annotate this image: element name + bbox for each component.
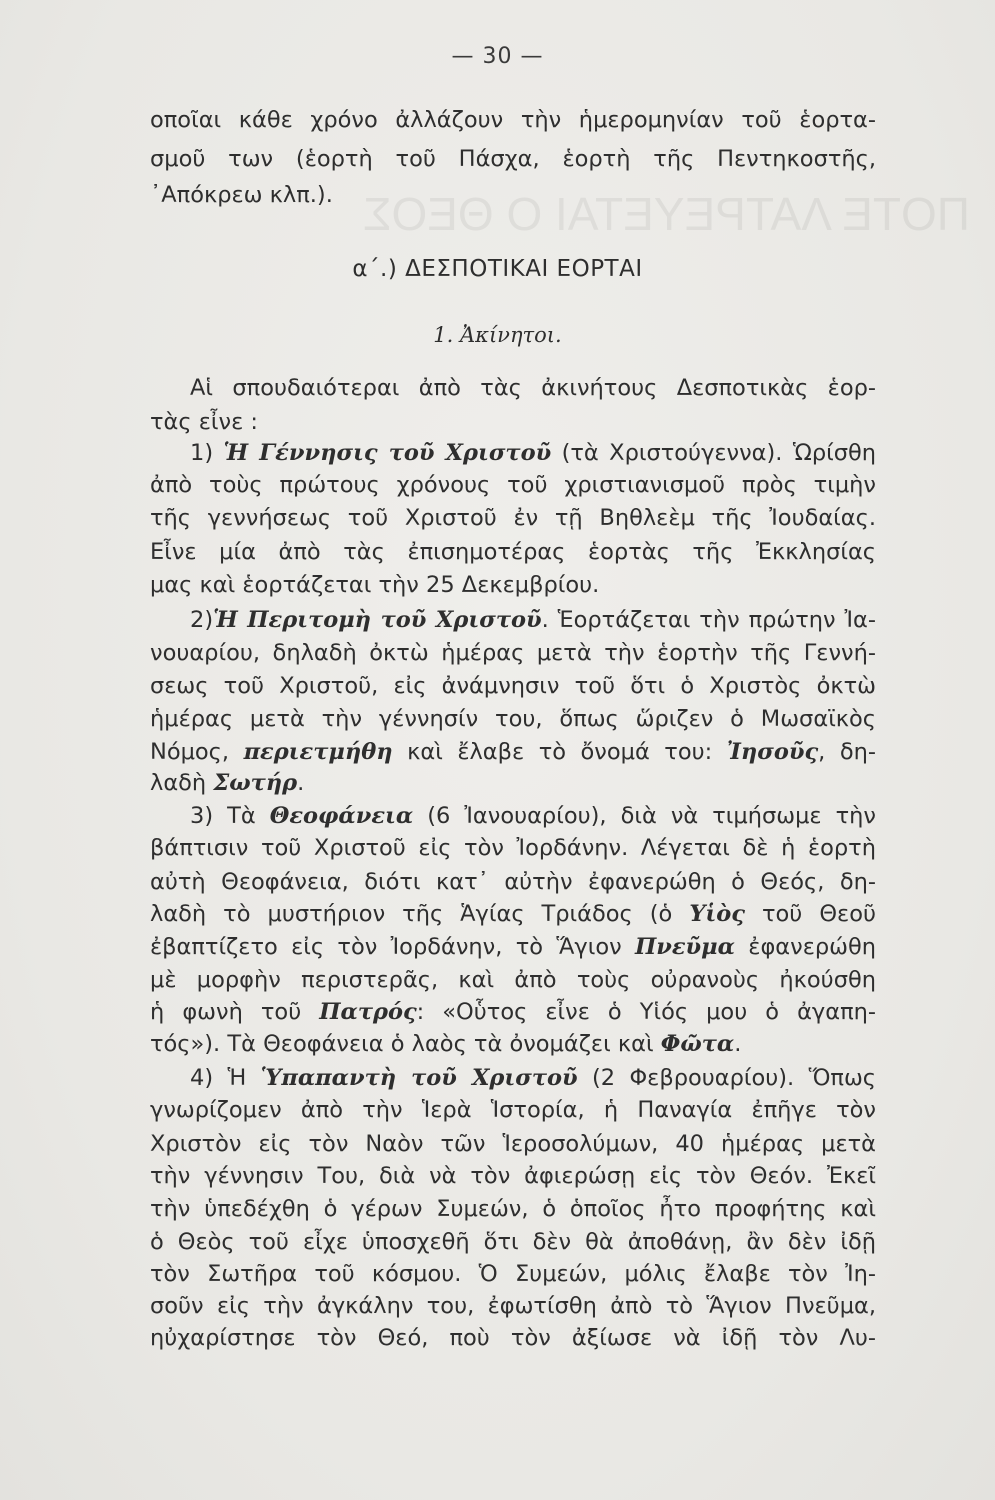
text-segment: ᾽Απόκρεω κλπ.).: [150, 182, 333, 208]
text-line: [150, 995, 876, 1029]
text-segment: λαδὴ: [150, 770, 214, 796]
text-line: [190, 1061, 876, 1095]
section-heading: α΄.) ΔΕΣΠΟΤΙΚΑΙ ΕΟΡΤΑΙ: [352, 256, 643, 282]
text-line: [150, 103, 876, 137]
text-segment: ἀπὸ τοὺς πρώτους χρόνους τοῦ χριστιανισμοῦ πρὸς τιμὴν: [150, 472, 876, 498]
text-segment: ὁ Θεὸς τοῦ εἶχε ὑποσχεθῆ ὅτι δὲν θὰ ἀποθάνῃ, ἂν δὲν ἰδῇ: [150, 1229, 876, 1255]
text-line: [150, 897, 876, 931]
text-line: [150, 142, 876, 176]
text-line: [150, 568, 876, 602]
text-line: [150, 766, 876, 800]
text-segment: τοῦ Θεοῦ: [744, 901, 876, 927]
text-segment: (6 Ἰανουαρίου), διὰ νὰ τιμήσωμε τὴν: [413, 803, 876, 829]
text-line: [150, 1257, 876, 1291]
text-line: [150, 1225, 876, 1259]
text-line: [150, 963, 876, 997]
text-segment: τὴν ὑπεδέχθη ὁ γέρων Συμεών, ὁ ὁποῖος ἦτο προφήτης καὶ: [150, 1196, 876, 1222]
text-segment: τῆς γεννήσεως τοῦ Χριστοῦ ἐν τῇ Βηθλεὲμ τῆς Ἰουδαίας.: [150, 505, 876, 531]
text-line: [150, 1093, 876, 1127]
text-segment: .: [297, 770, 305, 796]
text-segment: . Ἑορτάζεται τὴν πρώτην Ἰα-: [541, 607, 876, 633]
text-line: [150, 1027, 876, 1061]
text-line: [150, 831, 876, 865]
text-segment: 4) Ἡ: [190, 1065, 261, 1091]
text-line: [150, 468, 876, 502]
text-segment: λαδὴ τὸ μυστήριον τῆς Ἁγίας Τριάδος (ὁ: [150, 901, 690, 927]
text-segment: ἐβαπτίζετο εἰς τὸν Ἰορδάνην, τὸ Ἅγιον: [150, 934, 635, 960]
text-line: [190, 603, 876, 637]
text-line: [150, 535, 876, 569]
text-segment: αὐτὴ Θεοφάνεια, διότι κατ᾽ αὐτὴν ἐφανερώθη ὁ Θεός, δη-: [150, 869, 876, 895]
text-line: [150, 1127, 876, 1161]
text-line: [190, 799, 876, 833]
text-line: [150, 930, 876, 964]
text-segment: ηὐχαρίστησε τὸν Θεό, ποὺ τὸν ἀξίωσε νὰ ἰδῇ τὸν Λυ-: [150, 1325, 876, 1351]
text-segment: 3) Τὰ: [190, 803, 270, 829]
text-segment: ἡ φωνὴ τοῦ: [150, 999, 320, 1025]
text-segment: ἡμέρας μετὰ τὴν γέννησίν του, ὅπως ὥριζεν ὁ Μωσαϊκὸς: [150, 706, 876, 732]
emphasized-term: Φῶτα: [660, 1031, 735, 1057]
text-segment: ἐφανερώθη: [734, 934, 877, 960]
emphasized-term: Πνεῦμα: [635, 934, 735, 960]
emphasized-term: Ἰησοῦς: [726, 739, 819, 765]
text-segment: (τὰ Χριστούγεννα). Ὡρίσθη: [551, 440, 876, 466]
emphasized-term: Σωτήρ: [213, 770, 298, 796]
text-segment: βάπτισιν τοῦ Χριστοῦ εἰς τὸν Ἰορδάνην. Λέγεται δὲ ἡ ἑορτὴ: [150, 835, 876, 861]
text-segment: Εἶνε μία ἀπὸ τὰς ἐπισημοτέρας ἑορτὰς τῆς Ἐκκλησίας: [150, 539, 876, 565]
emphasized-term: Θεοφάνεια: [269, 803, 414, 829]
text-segment: Νόμος,: [150, 739, 244, 765]
text-segment: 1): [190, 440, 224, 466]
emphasized-term: Πατρός: [319, 999, 417, 1025]
text-segment: τὸν Σωτῆρα τοῦ κόσμου. Ὁ Συμεών, μόλις ἔλαβε τὸν Ἰη-: [150, 1261, 876, 1287]
text-segment: σεως τοῦ Χριστοῦ, εἰς ἀνάμνησιν τοῦ ὅτι ὁ Χριστὸς ὀκτὼ: [150, 673, 876, 699]
text-line: [150, 735, 876, 769]
text-segment: τός»). Τὰ Θεοφάνεια ὁ λαὸς τὰ ὀνομάζει καὶ: [150, 1031, 661, 1057]
emphasized-term: Υἱὸς: [689, 901, 745, 927]
text-line: [150, 702, 876, 736]
text-segment: , δη-: [818, 739, 876, 765]
text-line: [150, 1321, 876, 1355]
text-segment: .: [734, 1031, 742, 1057]
text-line: [150, 636, 876, 670]
intro-line: Αἱ σπουδαιότεραι ἀπὸ τὰς ἀκινήτους Δεσποτικὰς ἑορ-: [190, 375, 876, 401]
text-line: [150, 865, 876, 899]
emphasized-term: περιετμήθη: [243, 739, 393, 765]
emphasized-term: Ὑπαπαντὴ τοῦ Χριστοῦ: [260, 1065, 578, 1091]
text-segment: νουαρίου, δηλαδὴ ὀκτὼ ἡμέρας μετὰ τὴν ἑορτὴν τῆς Γεννή-: [150, 640, 876, 666]
text-segment: γνωρίζομεν ἀπὸ τὴν Ἱερὰ Ἱστορία, ἡ Παναγία ἐπῆγε τὸν: [150, 1097, 876, 1123]
bleed-title: ΠΟΤΕ ΛΑΤΡΕΥΕΤΑΙ Ο ΘΕΟΣ: [362, 188, 970, 240]
text-line: [150, 1159, 876, 1193]
text-line: [190, 436, 876, 470]
intro-line: τὰς εἶνε :: [150, 409, 258, 435]
text-segment: Χριστὸν εἰς τὸν Ναὸν τῶν Ἱεροσολύμων, 40 ἡμέρας μετὰ: [150, 1131, 876, 1157]
emphasized-term: Ἡ Περιτομὴ τοῦ Χριστοῦ: [213, 607, 542, 633]
text-line: [150, 501, 876, 535]
text-segment: : «Οὗτος εἶνε ὁ Υἱός μου ὁ ἀγαπη-: [416, 999, 876, 1025]
emphasized-term: Ἡ Γέννησις τοῦ Χριστοῦ: [223, 440, 552, 466]
text-segment: 2): [190, 607, 214, 633]
text-segment: καὶ ἔλαβε τὸ ὄνομά του:: [392, 739, 727, 765]
text-segment: μὲ μορφὴν περιστερᾶς, καὶ ἀπὸ τοὺς οὐρανοὺς ἠκούσθη: [150, 967, 876, 993]
text-segment: σμοῦ των (ἑορτὴ τοῦ Πάσχα, ἑορτὴ τῆς Πεντηκοστῆς,: [150, 146, 876, 172]
subsection-heading: 1. Ἀκίνητοι.: [433, 323, 562, 347]
text-segment: μας καὶ ἑορτάζεται τὴν 25 Δεκεμβρίου.: [150, 572, 600, 598]
text-line: [150, 1289, 876, 1323]
text-line: [150, 1192, 876, 1226]
text-segment: τὴν γέννησιν Του, διὰ νὰ τὸν ἀφιερώσῃ εἰς τὸν Θεόν. Ἐκεῖ: [150, 1163, 876, 1189]
page-number: — 30 —: [451, 44, 544, 69]
text-line: [150, 669, 876, 703]
text-segment: (2 Φεβρουαρίου). Ὅπως: [577, 1065, 876, 1091]
text-segment: σοῦν εἰς τὴν ἀγκάλην του, ἐφωτίσθη ἀπὸ τὸ Ἅγιον Πνεῦμα,: [150, 1293, 876, 1319]
text-line: [150, 178, 876, 212]
text-segment: οποῖαι κάθε χρόνο ἀλλάζουν τὴν ἡμερομηνίαν τοῦ ἑορτα-: [150, 107, 876, 133]
